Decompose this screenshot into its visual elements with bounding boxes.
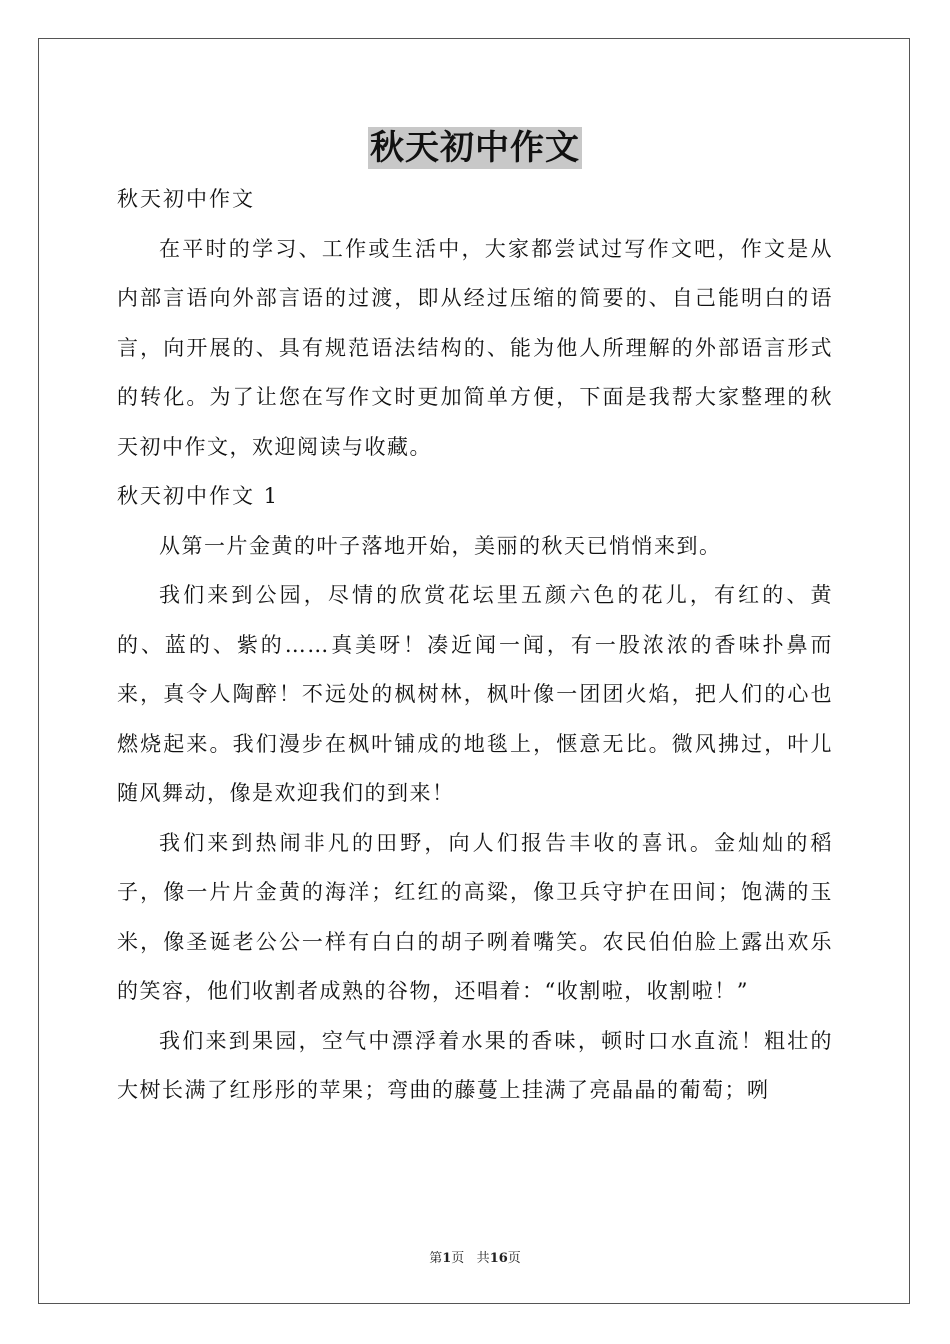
body-paragraph[interactable]: 我们来到果园，空气中漂浮着水果的香味，顿时口水直流！粗壮的大树长满了红彤彤的苹果；弯曲的藤蔓上挂满了亮晶晶的葡萄；咧 <box>117 1028 833 1102</box>
page-suffix: 页 <box>451 1251 465 1266</box>
body-paragraph[interactable]: 我们来到热闹非凡的田野，向人们报告丰收的喜讯。金灿灿的稻子，像一片片金黄的海洋；红红的高粱，像卫兵守护在田间；饱满的玉米，像圣诞老公公一样有白白的胡子咧着嘴笑。农民伯伯脸上露出欢乐的笑容，他们收割者成熟的谷物，还唱着：“收割啦，收割啦！” <box>117 830 833 1003</box>
section-heading[interactable]: 秋天初中作文 <box>117 187 255 211</box>
page-prefix: 第 <box>429 1251 443 1266</box>
page-footer <box>0 1247 950 1266</box>
section-heading[interactable]: 秋天初中作文 1 <box>117 484 280 508</box>
title-container <box>0 127 950 169</box>
total-prefix: 共 <box>476 1251 490 1266</box>
document-body <box>117 175 833 1116</box>
body-paragraph[interactable]: 在平时的学习、工作或生活中，大家都尝试过写作文吧，作文是从内部言语向外部言语的过渡，即从经过压缩的简要的、自己能明白的语言，向开展的、具有规范语法结构的、能为他人所理解的外部语言形式的转化。为了让您在写作文时更加简单方便，下面是我帮大家整理的秋天初中作文，欢迎阅读与收藏。 <box>117 236 833 459</box>
body-paragraph[interactable]: 从第一片金黄的叶子落地开始，美丽的秋天已悄悄来到。 <box>159 533 722 558</box>
total-page-count: 16 <box>489 1251 508 1266</box>
document-title[interactable]: 秋天初中作文 <box>370 128 580 168</box>
total-suffix: 页 <box>507 1251 521 1266</box>
body-paragraph[interactable]: 我们来到公园，尽情的欣赏花坛里五颜六色的花儿，有红的、黄的、蓝的、紫的……真美呀！凑近闻一闻，有一股浓浓的香味扑鼻而来，真令人陶醉！不远处的枫树林，枫叶像一团团火焰，把人们的心也燃烧起来。我们漫步在枫叶铺成的地毯上，惬意无比。微风拂过，叶儿随风舞动，像是欢迎我们的到来！ <box>117 583 833 805</box>
current-page-number: 1 <box>442 1251 452 1266</box>
